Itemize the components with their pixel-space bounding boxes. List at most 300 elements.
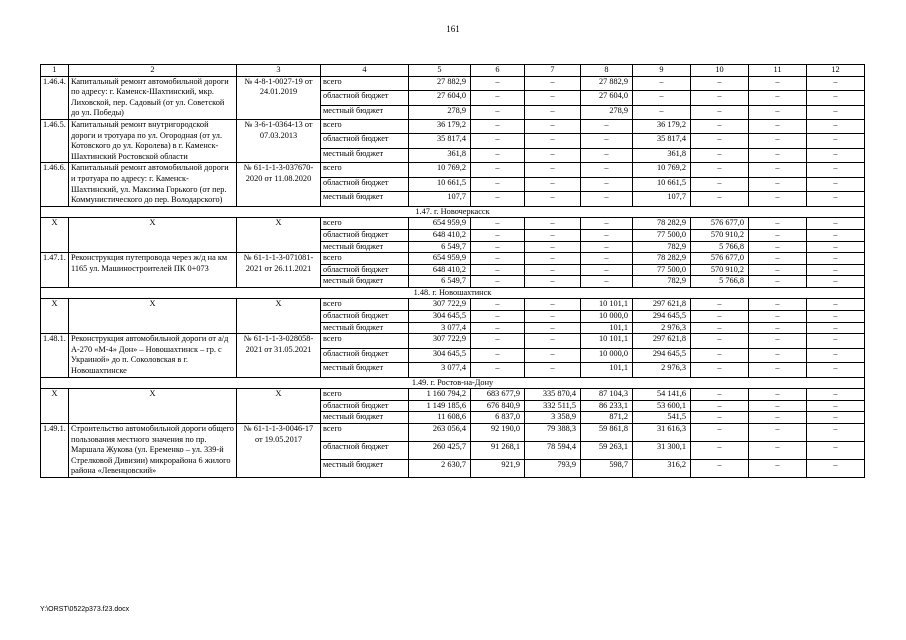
value-col-9: 782,9 <box>633 241 691 253</box>
value-col-9: 78 282,9 <box>633 218 691 230</box>
value-col-10: – <box>691 334 749 348</box>
item-name: Реконструкция путепровода через ж/д на км 1165 ул. Машиностроителей ПК 0+073 <box>69 253 237 288</box>
item-number: Х <box>41 218 69 253</box>
value-col-9: 297 621,8 <box>633 334 691 348</box>
value-col-7: – <box>525 192 581 206</box>
value-col-6: – <box>471 148 525 162</box>
value-col-11: – <box>749 229 807 241</box>
value-col-10: – <box>691 76 749 90</box>
value-col-11: – <box>749 148 807 162</box>
value-col-8: – <box>581 241 633 253</box>
value-col-5: 3 077,4 <box>409 363 471 377</box>
value-col-9: 294 645,5 <box>633 311 691 323</box>
value-col-9: 316,2 <box>633 459 691 477</box>
value-col-5: 36 179,2 <box>409 119 471 133</box>
value-col-6: – <box>471 119 525 133</box>
value-col-9: – <box>633 91 691 105</box>
value-col-6: – <box>471 91 525 105</box>
value-col-7: – <box>525 334 581 348</box>
value-col-12: – <box>807 134 865 148</box>
column-number-1: 1 <box>41 65 69 77</box>
value-col-12: – <box>807 334 865 348</box>
funding-source: местный бюджет <box>321 322 409 334</box>
value-col-7: – <box>525 119 581 133</box>
funding-source: всего <box>321 218 409 230</box>
value-col-6: – <box>471 276 525 288</box>
value-col-7: – <box>525 134 581 148</box>
value-col-9: 31 300,1 <box>633 441 691 459</box>
value-col-10: – <box>691 459 749 477</box>
value-col-11: – <box>749 412 807 424</box>
value-col-8: – <box>581 134 633 148</box>
column-number-8: 8 <box>581 65 633 77</box>
value-col-5: 648 410,2 <box>409 229 471 241</box>
value-col-12: – <box>807 412 865 424</box>
value-col-12: – <box>807 177 865 191</box>
value-col-6: – <box>471 241 525 253</box>
document-ref: № 61-1-1-3-028058-2021 от 31.05.2021 <box>237 334 321 377</box>
value-col-9: 35 817,4 <box>633 134 691 148</box>
funding-source: всего <box>321 299 409 311</box>
value-col-6: – <box>471 322 525 334</box>
value-col-5: 27 604,0 <box>409 91 471 105</box>
value-col-10: – <box>691 105 749 119</box>
value-col-12: – <box>807 163 865 177</box>
value-col-12: – <box>807 119 865 133</box>
value-col-8: – <box>581 218 633 230</box>
value-col-5: 304 645,5 <box>409 348 471 362</box>
value-col-7: – <box>525 91 581 105</box>
value-col-8: 101,1 <box>581 322 633 334</box>
item-number: 1.47.1. <box>41 253 69 288</box>
value-col-6: – <box>471 299 525 311</box>
value-col-7: – <box>525 253 581 265</box>
value-col-5: 2 630,7 <box>409 459 471 477</box>
value-col-5: 648 410,2 <box>409 264 471 276</box>
value-col-8: 278,9 <box>581 105 633 119</box>
value-col-5: 27 882,9 <box>409 76 471 90</box>
value-col-8: 10 101,1 <box>581 334 633 348</box>
value-col-12: – <box>807 148 865 162</box>
value-col-7: – <box>525 105 581 119</box>
value-col-5: 260 425,7 <box>409 441 471 459</box>
value-col-9: 294 645,5 <box>633 348 691 362</box>
value-col-9: 541,5 <box>633 412 691 424</box>
table-row <box>41 253 865 265</box>
value-col-11: – <box>749 276 807 288</box>
table-row <box>41 389 865 401</box>
column-number-5: 5 <box>409 65 471 77</box>
value-col-5: 278,9 <box>409 105 471 119</box>
value-col-12: – <box>807 264 865 276</box>
value-col-8: 59 263,1 <box>581 441 633 459</box>
value-col-11: – <box>749 311 807 323</box>
funding-source: областной бюджет <box>321 177 409 191</box>
value-col-12: – <box>807 348 865 362</box>
value-col-6: – <box>471 105 525 119</box>
value-col-8: – <box>581 276 633 288</box>
item-name: Х <box>69 218 237 253</box>
document-ref: Х <box>237 299 321 334</box>
value-col-12: – <box>807 441 865 459</box>
funding-source: всего <box>321 253 409 265</box>
value-col-11: – <box>749 119 807 133</box>
table-row <box>41 299 865 311</box>
value-col-10: 570 910,2 <box>691 264 749 276</box>
value-col-7: – <box>525 348 581 362</box>
funding-source: всего <box>321 76 409 90</box>
item-name: Реконструкция автомобильной дороги от а/д А-270 «М-4» Дон» – Новошахтинск – гр. с Украиной» до п. Соколовская в г. Новошахтинске <box>69 334 237 377</box>
value-col-5: 6 549,7 <box>409 241 471 253</box>
value-col-7: – <box>525 218 581 230</box>
value-col-7: 3 358,9 <box>525 412 581 424</box>
value-col-6: 91 268,1 <box>471 441 525 459</box>
value-col-11: – <box>749 163 807 177</box>
value-col-12: – <box>807 192 865 206</box>
table-row <box>41 218 865 230</box>
column-number-3: 3 <box>237 65 321 77</box>
value-col-6: – <box>471 192 525 206</box>
value-col-8: – <box>581 119 633 133</box>
funding-source: местный бюджет <box>321 276 409 288</box>
value-col-12: – <box>807 389 865 401</box>
value-col-12: – <box>807 400 865 412</box>
value-col-11: – <box>749 105 807 119</box>
value-col-5: 35 817,4 <box>409 134 471 148</box>
item-name: Капитальный ремонт внутригородской дороги и тротуара по ул. Огородная (от ул. Котовского до ул. Королева) в г. Каменск-Шахтинский Ростовской области <box>69 119 237 162</box>
value-col-10: – <box>691 389 749 401</box>
value-col-9: 361,8 <box>633 148 691 162</box>
value-col-6: – <box>471 76 525 90</box>
value-col-7: 793,9 <box>525 459 581 477</box>
value-col-10: – <box>691 148 749 162</box>
value-col-12: – <box>807 322 865 334</box>
value-col-7: – <box>525 177 581 191</box>
table-row <box>41 163 865 177</box>
value-col-10: – <box>691 424 749 442</box>
value-col-11: – <box>749 459 807 477</box>
value-col-5: 263 056,4 <box>409 424 471 442</box>
value-col-10: – <box>691 363 749 377</box>
value-col-5: 1 149 185,6 <box>409 400 471 412</box>
value-col-10: 570 910,2 <box>691 229 749 241</box>
value-col-7: 332 511,5 <box>525 400 581 412</box>
funding-source: областной бюджет <box>321 400 409 412</box>
value-col-5: 11 608,6 <box>409 412 471 424</box>
value-col-9: 107,7 <box>633 192 691 206</box>
value-col-8: 10 101,1 <box>581 299 633 311</box>
document-ref: Х <box>237 218 321 253</box>
value-col-10: – <box>691 91 749 105</box>
value-col-10: – <box>691 348 749 362</box>
column-number-11: 11 <box>749 65 807 77</box>
section-title: 1.49. г. Ростов-на-Дону <box>41 377 865 389</box>
value-col-11: – <box>749 177 807 191</box>
section-title: 1.48. г. Новошахтинск <box>41 287 865 299</box>
value-col-10: – <box>691 311 749 323</box>
value-col-10: 576 677,0 <box>691 253 749 265</box>
value-col-8: – <box>581 264 633 276</box>
value-col-7: – <box>525 363 581 377</box>
funding-source: местный бюджет <box>321 363 409 377</box>
value-col-5: 1 160 794,2 <box>409 389 471 401</box>
value-col-11: – <box>749 400 807 412</box>
value-col-7: – <box>525 264 581 276</box>
table-row <box>41 334 865 348</box>
value-col-6: – <box>471 363 525 377</box>
value-col-9: – <box>633 76 691 90</box>
value-col-10: 5 766,8 <box>691 241 749 253</box>
value-col-7: – <box>525 163 581 177</box>
document-ref: № 61-1-1-3-0046-17 от 19.05.2017 <box>237 424 321 478</box>
value-col-6: – <box>471 348 525 362</box>
value-col-8: 101,1 <box>581 363 633 377</box>
value-col-11: – <box>749 76 807 90</box>
value-col-10: – <box>691 134 749 148</box>
value-col-9: 2 976,3 <box>633 322 691 334</box>
value-col-12: – <box>807 276 865 288</box>
value-col-8: – <box>581 192 633 206</box>
value-col-8: – <box>581 253 633 265</box>
funding-source: всего <box>321 163 409 177</box>
document-ref: № 4-8-1-0027-19 от 24.01.2019 <box>237 76 321 119</box>
funding-source: областной бюджет <box>321 134 409 148</box>
funding-source: всего <box>321 389 409 401</box>
value-col-7: 79 388,3 <box>525 424 581 442</box>
column-number-12: 12 <box>807 65 865 77</box>
value-col-10: – <box>691 119 749 133</box>
document-ref: № 3-6-1-0364-13 от 07.03.2013 <box>237 119 321 162</box>
funding-source: местный бюджет <box>321 192 409 206</box>
value-col-5: 107,7 <box>409 192 471 206</box>
column-number-7: 7 <box>525 65 581 77</box>
value-col-8: 598,7 <box>581 459 633 477</box>
item-number: 1.46.5. <box>41 119 69 162</box>
section-header-row <box>41 287 865 299</box>
value-col-6: 676 840,9 <box>471 400 525 412</box>
value-col-11: – <box>749 441 807 459</box>
funding-source: местный бюджет <box>321 148 409 162</box>
item-name: Х <box>69 299 237 334</box>
value-col-7: – <box>525 299 581 311</box>
value-col-11: – <box>749 134 807 148</box>
value-col-12: – <box>807 241 865 253</box>
value-col-11: – <box>749 363 807 377</box>
value-col-12: – <box>807 218 865 230</box>
value-col-8: – <box>581 177 633 191</box>
column-number-row <box>41 65 865 77</box>
value-col-10: – <box>691 163 749 177</box>
section-header-row <box>41 206 865 218</box>
column-number-6: 6 <box>471 65 525 77</box>
value-col-5: 654 959,9 <box>409 253 471 265</box>
value-col-9: 36 179,2 <box>633 119 691 133</box>
value-col-9: 77 500,0 <box>633 264 691 276</box>
value-col-9: 77 500,0 <box>633 229 691 241</box>
value-col-6: 921,9 <box>471 459 525 477</box>
value-col-9: 2 976,3 <box>633 363 691 377</box>
value-col-9: 782,9 <box>633 276 691 288</box>
value-col-7: – <box>525 241 581 253</box>
page-number: 161 <box>446 24 460 34</box>
funding-source: всего <box>321 424 409 442</box>
document-ref: № 61-1-1-3-037670-2020 от 11.08.2020 <box>237 163 321 206</box>
value-col-9: 10 769,2 <box>633 163 691 177</box>
value-col-7: – <box>525 76 581 90</box>
value-col-10: 576 677,0 <box>691 218 749 230</box>
item-number: 1.46.6. <box>41 163 69 206</box>
value-col-11: – <box>749 322 807 334</box>
value-col-11: – <box>749 192 807 206</box>
value-col-5: 307 722,9 <box>409 299 471 311</box>
item-number: 1.49.1. <box>41 424 69 478</box>
value-col-9: 53 600,1 <box>633 400 691 412</box>
funding-source: местный бюджет <box>321 105 409 119</box>
value-col-6: – <box>471 264 525 276</box>
section-title: 1.47. г. Новочеркасск <box>41 206 865 218</box>
value-col-9: 31 616,3 <box>633 424 691 442</box>
value-col-7: – <box>525 322 581 334</box>
value-col-7: – <box>525 148 581 162</box>
value-col-7: – <box>525 311 581 323</box>
value-col-10: – <box>691 400 749 412</box>
value-col-6: – <box>471 163 525 177</box>
value-col-9: 297 621,8 <box>633 299 691 311</box>
funding-source: всего <box>321 334 409 348</box>
column-number-9: 9 <box>633 65 691 77</box>
value-col-12: – <box>807 105 865 119</box>
value-col-7: – <box>525 276 581 288</box>
value-col-11: – <box>749 424 807 442</box>
value-col-6: – <box>471 218 525 230</box>
value-col-11: – <box>749 334 807 348</box>
value-col-8: 59 861,8 <box>581 424 633 442</box>
funding-source: областной бюджет <box>321 441 409 459</box>
value-col-8: 871,2 <box>581 412 633 424</box>
funding-source: всего <box>321 119 409 133</box>
value-col-7: 335 870,4 <box>525 389 581 401</box>
value-col-8: 27 882,9 <box>581 76 633 90</box>
column-number-4: 4 <box>321 65 409 77</box>
budget-table <box>40 64 865 478</box>
table-row <box>41 119 865 133</box>
value-col-12: – <box>807 363 865 377</box>
value-col-5: 10 769,2 <box>409 163 471 177</box>
value-col-10: – <box>691 322 749 334</box>
value-col-6: – <box>471 177 525 191</box>
item-name: Капитальный ремонт автомобильной дороги и тротуара по адресу: г. Каменск-Шахтинский, ул. Максима Горького (от пер. Коммунистического до пер. Володарского) <box>69 163 237 206</box>
value-col-11: – <box>749 91 807 105</box>
item-number: Х <box>41 389 69 424</box>
value-col-11: – <box>749 218 807 230</box>
file-path-footer: Y:\ORST\0522p373.f23.docx <box>40 606 130 613</box>
value-col-5: 361,8 <box>409 148 471 162</box>
value-col-6: 6 837,0 <box>471 412 525 424</box>
value-col-12: – <box>807 459 865 477</box>
document-ref: Х <box>237 389 321 424</box>
value-col-12: – <box>807 91 865 105</box>
value-col-7: – <box>525 229 581 241</box>
value-col-12: – <box>807 299 865 311</box>
value-col-6: 683 677,9 <box>471 389 525 401</box>
value-col-6: – <box>471 311 525 323</box>
value-col-8: 86 233,1 <box>581 400 633 412</box>
funding-source: областной бюджет <box>321 91 409 105</box>
value-col-11: – <box>749 264 807 276</box>
value-col-10: – <box>691 299 749 311</box>
value-col-5: 3 077,4 <box>409 322 471 334</box>
table-row <box>41 424 865 442</box>
item-number: 1.46.4. <box>41 76 69 119</box>
value-col-10: – <box>691 412 749 424</box>
value-col-10: – <box>691 192 749 206</box>
value-col-8: 10 000,0 <box>581 311 633 323</box>
value-col-6: 92 190,0 <box>471 424 525 442</box>
value-col-7: 78 594,4 <box>525 441 581 459</box>
value-col-10: 5 766,8 <box>691 276 749 288</box>
funding-source: местный бюджет <box>321 459 409 477</box>
value-col-6: – <box>471 253 525 265</box>
value-col-11: – <box>749 348 807 362</box>
value-col-5: 304 645,5 <box>409 311 471 323</box>
column-number-2: 2 <box>69 65 237 77</box>
funding-source: областной бюджет <box>321 348 409 362</box>
value-col-11: – <box>749 253 807 265</box>
value-col-12: – <box>807 229 865 241</box>
value-col-9: 10 661,5 <box>633 177 691 191</box>
value-col-5: 307 722,9 <box>409 334 471 348</box>
value-col-8: – <box>581 229 633 241</box>
value-col-9: – <box>633 105 691 119</box>
value-col-11: – <box>749 241 807 253</box>
funding-source: местный бюджет <box>321 241 409 253</box>
funding-source: местный бюджет <box>321 412 409 424</box>
value-col-5: 6 549,7 <box>409 276 471 288</box>
value-col-11: – <box>749 299 807 311</box>
value-col-5: 10 661,5 <box>409 177 471 191</box>
value-col-12: – <box>807 424 865 442</box>
value-col-8: 27 604,0 <box>581 91 633 105</box>
value-col-12: – <box>807 253 865 265</box>
item-number: 1.48.1. <box>41 334 69 377</box>
item-name: Капитальный ремонт автомобильной дороги по адресу: г. Каменск-Шахтинский, мкр. Лиховской, пер. Садовый (от ул. Советской до ул. Победы) <box>69 76 237 119</box>
value-col-8: 87 104,3 <box>581 389 633 401</box>
value-col-8: 10 000,0 <box>581 348 633 362</box>
document-ref: № 61-1-1-3-071081-2021 от 26.11.2021 <box>237 253 321 288</box>
value-col-5: 654 959,9 <box>409 218 471 230</box>
item-number: Х <box>41 299 69 334</box>
item-name: Строительство автомобильной дороги общего пользования местного значения по пр. Маршала Жукова (ул. Еременко – ул. 339-й Стрелковой Дивизии) микрорайона 6 жилого района «Левенцовский» <box>69 424 237 478</box>
column-number-10: 10 <box>691 65 749 77</box>
value-col-9: 54 141,6 <box>633 389 691 401</box>
value-col-8: – <box>581 148 633 162</box>
value-col-8: – <box>581 163 633 177</box>
value-col-10: – <box>691 441 749 459</box>
value-col-10: – <box>691 177 749 191</box>
funding-source: областной бюджет <box>321 264 409 276</box>
section-header-row <box>41 377 865 389</box>
funding-source: областной бюджет <box>321 229 409 241</box>
table-row <box>41 76 865 90</box>
value-col-12: – <box>807 311 865 323</box>
value-col-6: – <box>471 134 525 148</box>
funding-source: областной бюджет <box>321 311 409 323</box>
value-col-6: – <box>471 334 525 348</box>
value-col-6: – <box>471 229 525 241</box>
value-col-11: – <box>749 389 807 401</box>
value-col-12: – <box>807 76 865 90</box>
item-name: Х <box>69 389 237 424</box>
